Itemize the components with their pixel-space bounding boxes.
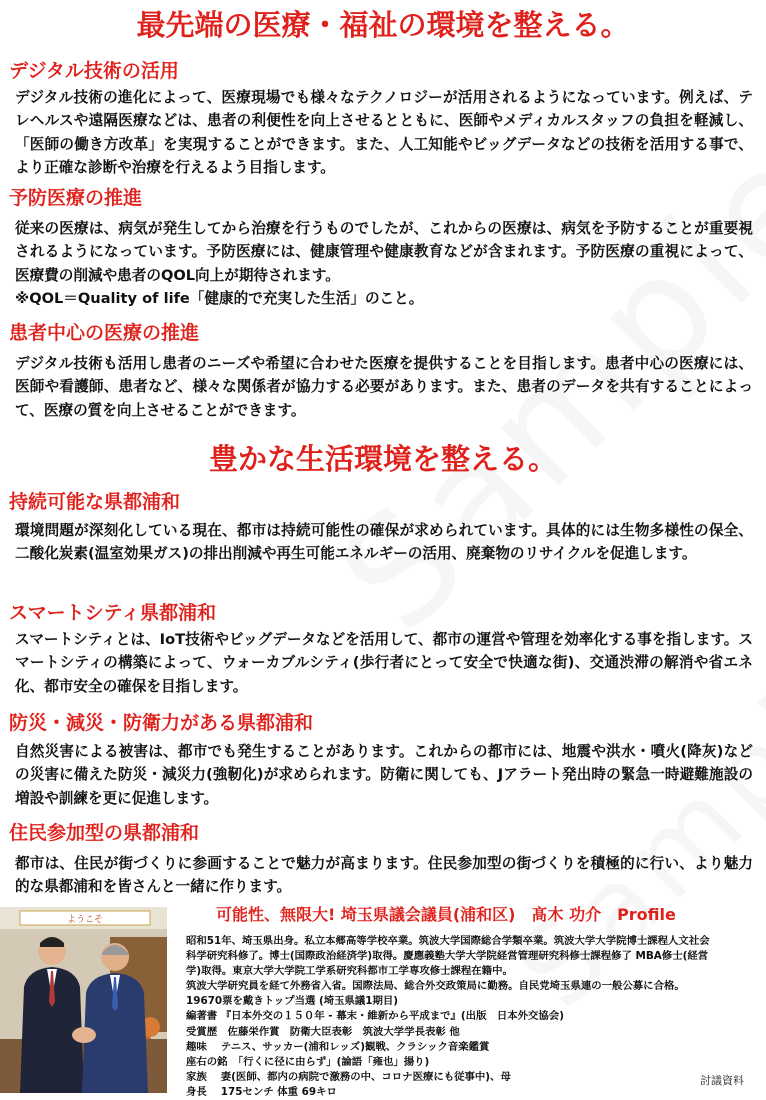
body-disaster-defense: 自然災害による被害は、都市でも発生することがあります。これからの都市には、地震や洪水・噴火(降灰)などの災害に備えた防災・減災力(強靭化)が求められます。防衛に関しても、Jアラート発出時の緊急一時避難施設の増設や訓練を更に促進します。: [15, 743, 753, 807]
profile-line: 家族 妻(医師、都内の病院で激務の中、コロナ医療にも従事中)、母: [186, 1070, 511, 1083]
heading-citizen-participation: 住民参加型の県都浦和: [9, 822, 200, 844]
profile-line: 19670票を戴きトップ当選 (埼玉県議1期目): [186, 995, 399, 1008]
section1-title: 最先端の医療・福祉の環境を整える。: [136, 8, 630, 42]
note-qol: ※QOL＝Quality of life「健康的で充実した生活」のこと。: [15, 290, 424, 307]
body-patient-centered: デジタル技術も活用し患者のニーズや希望に合わせた医療を提供することを目指します。患者中心の医療には、医師や看護師、患者など、様々な関係者が協力する必要があります。また、患者のデータを共有することによって、医療の質を向上させることができます。: [15, 355, 753, 419]
profile-line: 学)取得。東京大学大学院工学系研究科都市工学専攻修士課程在籍中。: [186, 965, 513, 978]
photo-illustration: [0, 907, 167, 1093]
body-citizen-participation: 都市は、住民が街づくりに参画することで魅力が高まります。住民参加型の街づくりを積極的に行い、より魅力的な県都浦和を皆さんと一緒に作ります。: [15, 855, 753, 896]
profile-heading: 可能性、無限大! 埼玉県議会議員(浦和区) 髙木 功介 Profile: [216, 905, 676, 924]
heading-disaster-defense: 防災・減災・防衛力がある県都浦和: [9, 712, 314, 734]
profile-line: 筑波大学研究員を経て外務省入省。国際法局、総合外交政策局に勤務。自民党埼玉県連の一般公募に合格。: [186, 980, 685, 993]
heading-patient-centered: 患者中心の医療の推進: [9, 322, 200, 344]
profile-line: 趣味 テニス、サッカー(浦和レッズ)観戦、クラシック音楽鑑賞: [186, 1040, 490, 1053]
body-sustainable: 環境問題が深刻化している現在、都市は持続可能性の確保が求められています。具体的には生物多様性の保全、二酸化炭素(温室効果ガス)の排出削減や再生可能エネルギーの活用、廃棄物のリサイクルを促進します。: [15, 522, 753, 563]
profile-line: 科学研究科修了。博士(国際政治経済学)取得。慶應義塾大学大学院経営管理研究科修士課程修了 MBA修士(経営: [186, 950, 709, 963]
photo-banner-text: ようこそ: [66, 915, 104, 925]
profile-line: 座右の銘 「行くに径に由らず」(論語「雍也」揚り): [186, 1055, 430, 1068]
document-label: 討議資料: [700, 1074, 744, 1087]
profile-line: 昭和51年、埼玉県出身。私立本郷高等学校卒業。筑波大学国際総合学類卒業。筑波大学大学院博士課程人文社会: [186, 935, 710, 947]
section2-title: 豊かな生活環境を整える。: [208, 442, 557, 476]
heading-digital-tech: デジタル技術の活用: [9, 60, 179, 82]
profile-line: 受賞歴 佐藤栄作賞 防衛大臣表彰 筑波大学学長表彰 他: [186, 1025, 460, 1038]
profile-details: [186, 934, 764, 1100]
heading-smart-city: スマートシティ県都浦和: [9, 602, 217, 624]
profile-line: 編著書 『日本外交の１５０年 - 幕末・維新から平成まで』(出版 日本外交協会): [186, 1010, 564, 1023]
heading-preventive-care: 予防医療の推進: [9, 187, 143, 209]
profile-photo: [0, 907, 167, 1093]
profile-line: 身長 175センチ 体重 69キロ: [186, 1085, 337, 1098]
body-smart-city: スマートシティとは、IoT技術やビッグデータなどを活用して、都市の運営や管理を効率化する事を指します。スマートシティの構築によって、ウォーカブルシティ(歩行者にとって安全で快適な街)、交通渋滞の解消や省エネ化、都市安全の確保を目指します。: [15, 631, 753, 695]
body-preventive-care: 従来の医療は、病気が発生してから治療を行うものでしたが、これからの医療は、病気を予防することが重要視されるようになっています。予防医療には、健康管理や健康教育などが含まれます。予防医療の重視によって、医療費の削減や患者のQOL向上が期待されます。: [15, 220, 753, 284]
heading-sustainable: 持続可能な県都浦和: [9, 491, 181, 513]
body-digital-tech: デジタル技術の進化によって、医療現場でも様々なテクノロジーが活用されるようになっています。例えば、テレヘルスや遠隔医療などは、患者の利便性を向上させるとともに、医師やメディカルスタッフの負担を軽減し、「医師の働き方改革」を実現することができます。また、人工知能やビッグデータなどの技術を活用する事で、より正確な診断や治療を行えるよう目指します。: [15, 89, 753, 177]
